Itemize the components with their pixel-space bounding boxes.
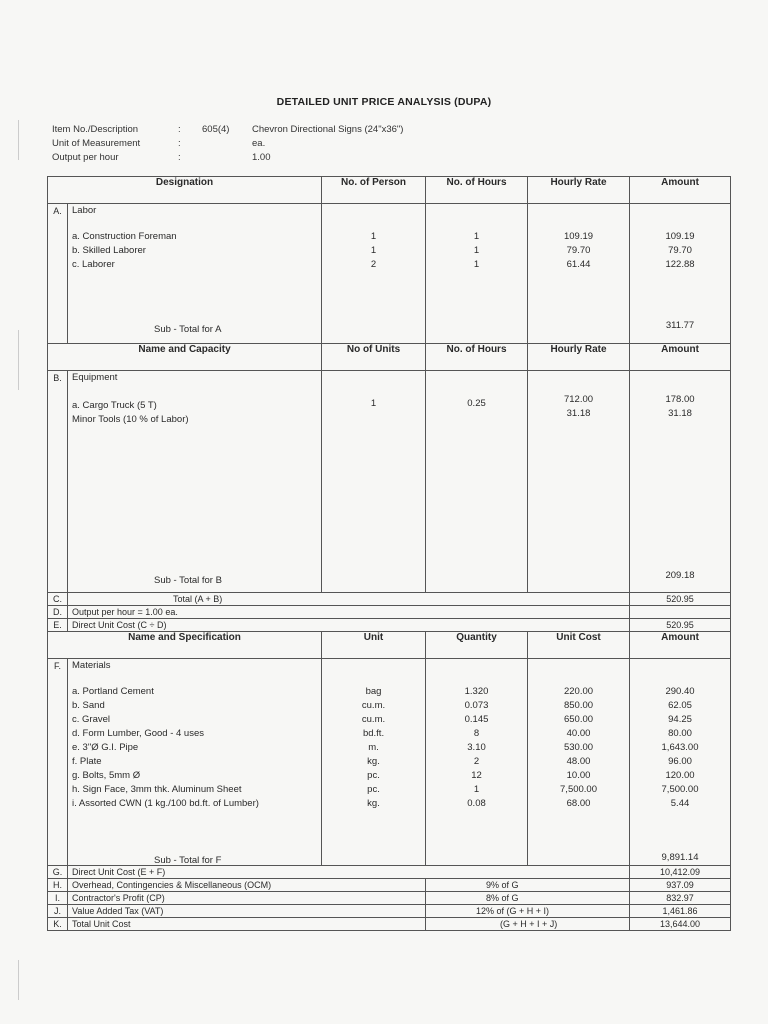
cell-value: kg. (367, 798, 380, 809)
hours-cell (426, 204, 528, 344)
equipment-section (48, 371, 731, 593)
row-value: 1,461.86 (630, 905, 731, 918)
unit-cost-cell (528, 659, 630, 866)
cell-value: cu.m. (361, 700, 386, 711)
cell-value: 650.00 (563, 714, 594, 725)
row-value: 13,644.00 (630, 918, 731, 931)
labor-section (48, 204, 731, 344)
cell-value: 120.00 (665, 770, 695, 781)
row-letter: D. (48, 606, 68, 619)
row-percent: 12% of (G + H + I) (426, 905, 630, 918)
row-value: 937.09 (630, 879, 731, 892)
hours-cell (426, 371, 528, 593)
item-number: 605(4) (202, 124, 230, 135)
section-letter: F. (48, 659, 68, 866)
cell-value: 31.18 (566, 408, 591, 419)
subtotal-value: 9,891.14 (661, 852, 699, 863)
materials-section (48, 659, 731, 866)
scan-edge-mark (18, 120, 22, 160)
cell-value: 7,500.00 (661, 784, 699, 795)
row-value: 10,412.09 (630, 866, 731, 879)
section-title: Materials (72, 660, 111, 671)
row-value: 832.97 (630, 892, 731, 905)
row-letter: E. (48, 619, 68, 632)
cell-value: kg. (367, 756, 380, 767)
colon: : (178, 138, 181, 149)
cell-value: 850.00 (563, 700, 594, 711)
cell-value: 1 (473, 259, 480, 270)
row-value: 520.95 (630, 619, 731, 632)
table-row: e. 3"Ø G.I. Pipe (72, 742, 139, 753)
table-row: b. Sand (72, 700, 105, 711)
cell-value: 2 (370, 259, 377, 270)
row-percent: 8% of G (426, 892, 630, 905)
cell-value: 122.88 (665, 259, 695, 270)
materials-header-row (48, 632, 731, 659)
dupa-table (47, 176, 731, 931)
quantity-cell (426, 659, 528, 866)
section-letter: A. (48, 204, 68, 344)
table-row: g. Bolts, 5mm Ø (72, 770, 141, 781)
section-title: Equipment (72, 372, 118, 383)
cell-value: 290.40 (665, 686, 695, 697)
total-row-g (48, 866, 731, 879)
cell-value: 12 (471, 770, 482, 781)
row-label: Output per hour = 1.00 ea. (68, 606, 630, 619)
output-value: 1.00 (252, 152, 271, 163)
cell-value: 48.00 (566, 756, 591, 767)
row-label: Direct Unit Cost (C ÷ D) (68, 619, 630, 632)
colon: : (178, 124, 181, 135)
column-header: No of Units (322, 344, 426, 371)
cell-value: 530.00 (563, 742, 594, 753)
table-row: f. Plate (72, 756, 102, 767)
column-header: Amount (630, 344, 731, 371)
equipment-header-row (48, 344, 731, 371)
table-row: d. Form Lumber, Good - 4 uses (72, 728, 205, 739)
scan-edge-mark (18, 960, 22, 1000)
persons-cell (322, 204, 426, 344)
cell-value: pc. (367, 770, 380, 781)
cell-value: 3.10 (467, 742, 486, 753)
cell-value: 7,500.00 (560, 784, 597, 795)
cell-value: 79.70 (668, 245, 692, 256)
row-letter: C. (48, 593, 68, 606)
item-label: Item No./Description (52, 124, 139, 135)
cell-value: 80.00 (668, 728, 692, 739)
column-header: Unit (322, 632, 426, 659)
section-title: Labor (72, 205, 97, 216)
row-label: Total (A + B) (68, 593, 630, 606)
row-letter: I. (48, 892, 68, 905)
total-row-d (48, 606, 731, 619)
cell-value: 1 (370, 231, 377, 242)
unit-label: Unit of Measurement (52, 138, 141, 149)
total-row-e (48, 619, 731, 632)
output-label: Output per hour (52, 152, 119, 163)
colon: : (178, 152, 181, 163)
table-row: a. Portland Cement (72, 686, 154, 697)
row-value: 520.95 (630, 593, 731, 606)
cell-value: 1.320 (464, 686, 489, 697)
column-header: Hourly Rate (528, 177, 630, 204)
labor-header-row (48, 177, 731, 204)
cell-value: 10.00 (566, 770, 591, 781)
column-header: Quantity (426, 632, 528, 659)
column-header: No. of Hours (426, 344, 528, 371)
row-value (630, 606, 731, 619)
row-letter: G. (48, 866, 68, 879)
rate-cell (528, 371, 630, 593)
cell-value: pc. (367, 784, 380, 795)
amount-cell (630, 371, 731, 593)
amount-cell (630, 659, 731, 866)
cell-value: 0.073 (464, 700, 489, 711)
cell-value: 109.19 (665, 231, 695, 242)
cell-value: 712.00 (563, 394, 594, 405)
row-label: Overhead, Contingencies & Miscellaneous (OCM) (68, 879, 426, 892)
row-letter: H. (48, 879, 68, 892)
cell-value: 178.00 (665, 394, 695, 405)
units-cell (322, 371, 426, 593)
cell-value: 109.19 (563, 231, 594, 242)
table-row: Minor Tools (10 % of Labor) (72, 414, 189, 425)
table-row: b. Skilled Laborer (72, 245, 146, 256)
item-description: Chevron Directional Signs (24"x36") (252, 124, 404, 135)
cell-value: 94.25 (668, 714, 692, 725)
total-row-j (48, 905, 731, 918)
table-row: c. Laborer (72, 259, 115, 270)
cell-value: 1 (473, 245, 480, 256)
row-label: Direct Unit Cost (E + F) (68, 866, 630, 879)
column-header: No. of Hours (426, 177, 528, 204)
row-letter: J. (48, 905, 68, 918)
row-label: Total Unit Cost (68, 918, 426, 931)
row-percent: 9% of G (426, 879, 630, 892)
cell-value: 0.08 (467, 798, 486, 809)
table-row: a. Cargo Truck (5 T) (72, 400, 157, 411)
rate-cell (528, 204, 630, 344)
subtotal-value: 209.18 (665, 570, 695, 581)
row-label: Contractor's Profit (CP) (68, 892, 426, 905)
document-title: DETAILED UNIT PRICE ANALYSIS (DUPA) (276, 96, 492, 108)
column-header: No. of Person (322, 177, 426, 204)
cell-value: 31.18 (668, 408, 692, 419)
cell-value: 1 (370, 398, 377, 409)
column-header: Name and Specification (48, 632, 322, 659)
cell-value: 40.00 (566, 728, 591, 739)
total-row-i (48, 892, 731, 905)
cell-value: 62.05 (668, 700, 692, 711)
total-row-c (48, 593, 731, 606)
cell-value: 0.25 (467, 398, 486, 409)
cell-value: 1,643.00 (661, 742, 699, 753)
subtotal-label: Sub - Total for F (154, 855, 222, 866)
cell-value: 79.70 (566, 245, 591, 256)
cell-value: 1 (473, 231, 480, 242)
table-row: c. Gravel (72, 714, 111, 725)
column-header: Unit Cost (528, 632, 630, 659)
cell-value: 61.44 (566, 259, 591, 270)
table-row: h. Sign Face, 3mm thk. Aluminum Sheet (72, 784, 242, 795)
subtotal-label: Sub - Total for B (154, 575, 222, 586)
equipment-names (68, 371, 322, 593)
cell-value: 96.00 (668, 756, 692, 767)
labor-names (68, 204, 322, 344)
column-header: Amount (630, 632, 731, 659)
row-percent: (G + H + I + J) (426, 918, 630, 931)
cell-value: cu.m. (361, 714, 386, 725)
cell-value: 1 (473, 784, 480, 795)
table-row: i. Assorted CWN (1 kg./100 bd.ft. of Lumber) (72, 798, 259, 809)
column-header: Hourly Rate (528, 344, 630, 371)
section-letter: B. (48, 371, 68, 593)
cell-value: 0.145 (464, 714, 489, 725)
materials-names (68, 659, 322, 866)
cell-value: 5.44 (670, 798, 690, 809)
cell-value: m. (368, 742, 379, 753)
cell-value: bag (365, 686, 382, 697)
row-label: Value Added Tax (VAT) (68, 905, 426, 918)
unit-cell (322, 659, 426, 866)
cell-value: bd.ft. (362, 728, 385, 739)
column-header: Designation (48, 177, 322, 204)
cell-value: 1 (370, 245, 377, 256)
subtotal-value: 311.77 (665, 320, 695, 331)
total-row-k (48, 918, 731, 931)
row-letter: K. (48, 918, 68, 931)
column-header: Name and Capacity (48, 344, 322, 371)
amount-cell (630, 204, 731, 344)
unit-value: ea. (252, 138, 266, 149)
table-row: a. Construction Foreman (72, 231, 177, 242)
total-row-h (48, 879, 731, 892)
cell-value: 220.00 (563, 686, 594, 697)
cell-value: 8 (473, 728, 480, 739)
cell-value: 2 (473, 756, 480, 767)
cell-value: 68.00 (566, 798, 591, 809)
column-header: Amount (630, 177, 731, 204)
subtotal-label: Sub - Total for A (154, 324, 222, 335)
scan-edge-mark (18, 330, 22, 390)
